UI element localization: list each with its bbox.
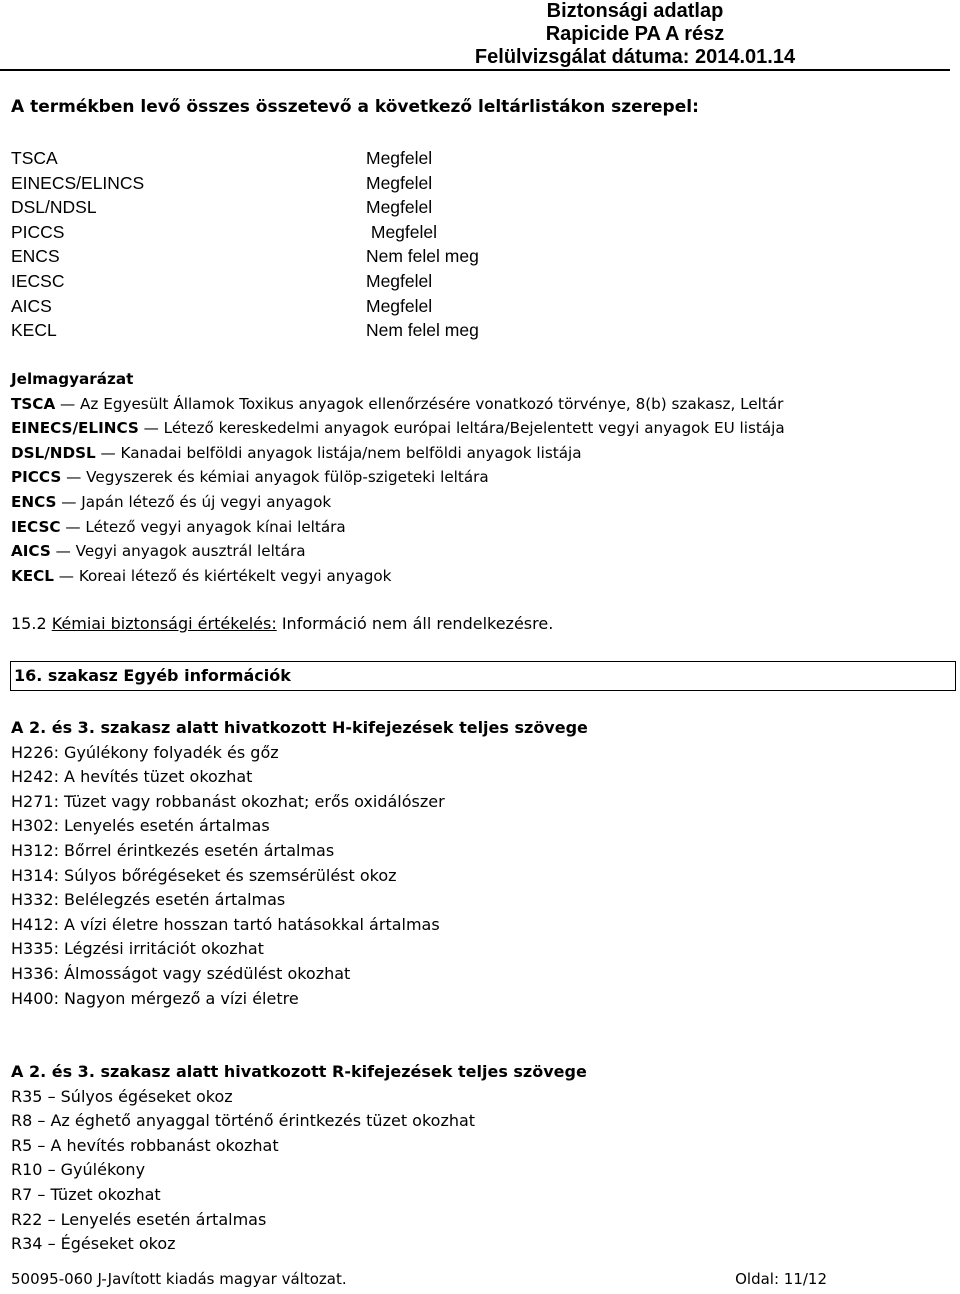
h-phrase: H335: Légzési irritációt okozhat <box>11 939 264 959</box>
legend-text: Japán létező és új vegyi anyagok <box>81 492 332 511</box>
legend-item <box>11 441 785 466</box>
inventory-codes-column <box>11 146 144 343</box>
legend-text: Koreai létező és kiértékelt vegyi anyagok <box>78 566 392 585</box>
legend-text: Létező kereskedelmi anyagok európai leltára/Bejelentett vegyi anyagok EU listája <box>163 419 785 438</box>
legend-dash: — <box>58 566 74 585</box>
inventory-code: IECSC <box>11 270 65 291</box>
legend-abbr: KECL <box>11 566 54 585</box>
h-phrase: H226: Gyúlékony folyadék és gőz <box>11 742 279 762</box>
r-phrase: R7 – Tüzet okozhat <box>11 1184 161 1204</box>
h-phrase: H302: Lenyelés esetén ártalmas <box>11 816 270 836</box>
legend-dash: — <box>61 492 77 511</box>
inventory-code: TSCA <box>11 148 58 168</box>
inventory-status-column <box>366 146 479 343</box>
legend-dash: — <box>55 542 71 561</box>
inventory-status: Megfelel <box>366 148 433 168</box>
chem-eval-value: Információ nem áll rendelkezésre. <box>276 614 554 633</box>
chem-eval-number: 15.2 <box>11 614 52 633</box>
inventory-code: AICS <box>11 295 52 316</box>
inventory-status: Nem felel meg <box>366 320 479 341</box>
r-phrase: R5 – A hevítés robbanást okozhat <box>11 1135 279 1155</box>
h-phrase: H332: Belélegzés esetén ártalmas <box>11 890 286 910</box>
legend-text: Kanadai belföldi anyagok listája/nem belföldi anyagok listája <box>120 443 582 462</box>
legend-abbr: ENCS <box>11 492 57 511</box>
legend-abbr: PICCS <box>11 468 62 487</box>
r-phrase: R34 – Égéseket okoz <box>11 1234 176 1254</box>
legend-dash: — <box>100 443 116 462</box>
legend-item <box>11 539 785 564</box>
legend-abbr: AICS <box>11 542 51 561</box>
h-phrases-title: A 2. és 3. szakasz alatt hivatkozott H-kifejezések teljes szövege <box>11 718 588 737</box>
footer-page-number: Oldal: 11/12 <box>735 1270 827 1288</box>
legend-text: Vegyi anyagok ausztrál leltára <box>75 542 306 561</box>
legend-text: Az Egyesült Államok Toxikus anyagok ellenőrzésére vonatkozó törvénye, 8(b) szakasz, Leltár <box>80 394 784 413</box>
legend-text: Vegyszerek és kémiai anyagok fülöp-szigeteki leltára <box>86 468 489 487</box>
legend-abbr: DSL/NDSL <box>11 443 96 462</box>
h-phrase: H314: Súlyos bőrégéseket és szemsérülést okoz <box>11 865 397 885</box>
legend-dash: — <box>60 394 76 413</box>
header-product-name: Rapicide PA A rész <box>545 23 725 45</box>
legend-item <box>11 465 785 490</box>
section-16-title: 16. szakasz Egyéb információk <box>14 666 291 685</box>
r-phrases-block <box>11 1060 587 1257</box>
h-phrases-block <box>11 716 588 1011</box>
document-header <box>310 0 960 69</box>
legend-item <box>11 416 785 441</box>
legend-abbr: TSCA <box>11 394 56 413</box>
legend-dash: — <box>66 468 82 487</box>
legend-item <box>11 490 785 515</box>
inventory-code: KECL <box>11 320 57 341</box>
legend-abbr: EINECS/ELINCS <box>11 419 139 438</box>
legend-block <box>11 367 785 588</box>
legend-dash: — <box>143 419 159 438</box>
inventory-status: Megfelel <box>366 197 433 218</box>
legend-text: Létező vegyi anyagok kínai leltára <box>85 517 346 536</box>
legend-item <box>11 392 785 417</box>
legend-dash: — <box>65 517 81 536</box>
chem-eval-label: Kémiai biztonsági értékelés: <box>51 614 277 633</box>
legend-title: Jelmagyarázat <box>11 370 134 388</box>
legend-item <box>11 515 785 540</box>
inventory-code: PICCS <box>11 221 65 242</box>
h-phrase: H242: A hevítés tüzet okozhat <box>11 767 253 787</box>
h-phrase: H312: Bőrrel érintkezés esetén ártalmas <box>11 840 335 860</box>
inventory-heading: A termékben levő összes összetevő a következő leltárlistákon szerepel: <box>11 97 699 117</box>
r-phrase: R35 – Súlyos égéseket okoz <box>11 1086 233 1106</box>
header-divider <box>0 69 950 71</box>
inventory-status: Megfelel <box>366 172 433 193</box>
h-phrase: H412: A vízi életre hosszan tartó hatásokkal ártalmas <box>11 914 440 934</box>
inventory-status: Megfelel <box>366 295 433 316</box>
h-phrase: H271: Tüzet vagy robbanást okozhat; erős oxidálószer <box>11 791 445 811</box>
legend-item <box>11 564 785 589</box>
inventory-status: Megfelel <box>366 221 438 242</box>
inventory-status: Megfelel <box>366 270 433 291</box>
inventory-code: DSL/NDSL <box>11 197 97 218</box>
r-phrase: R8 – Az éghető anyaggal történő érintkezés tüzet okozhat <box>11 1111 476 1131</box>
r-phrase: R10 – Gyúlékony <box>11 1160 146 1180</box>
header-revision-date: Felülvizsgálat dátuma: 2014.01.14 <box>474 46 796 68</box>
chemical-safety-assessment <box>11 614 553 633</box>
h-phrase: H400: Nagyon mérgező a vízi életre <box>11 988 299 1008</box>
inventory-code: ENCS <box>11 246 60 267</box>
section-16-header <box>10 661 956 691</box>
footer-document-id: 50095-060 J-Javított kiadás magyar változat. <box>11 1270 347 1288</box>
header-doc-type: Biztonsági adatlap <box>546 0 724 22</box>
h-phrase: H336: Álmosságot vagy szédülést okozhat <box>11 963 351 983</box>
inventory-status: Nem felel meg <box>366 246 479 267</box>
r-phrases-title: A 2. és 3. szakasz alatt hivatkozott R-kifejezések teljes szövege <box>11 1062 587 1081</box>
inventory-code: EINECS/ELINCS <box>11 172 145 193</box>
r-phrase: R22 – Lenyelés esetén ártalmas <box>11 1209 267 1229</box>
legend-abbr: IECSC <box>11 517 61 536</box>
